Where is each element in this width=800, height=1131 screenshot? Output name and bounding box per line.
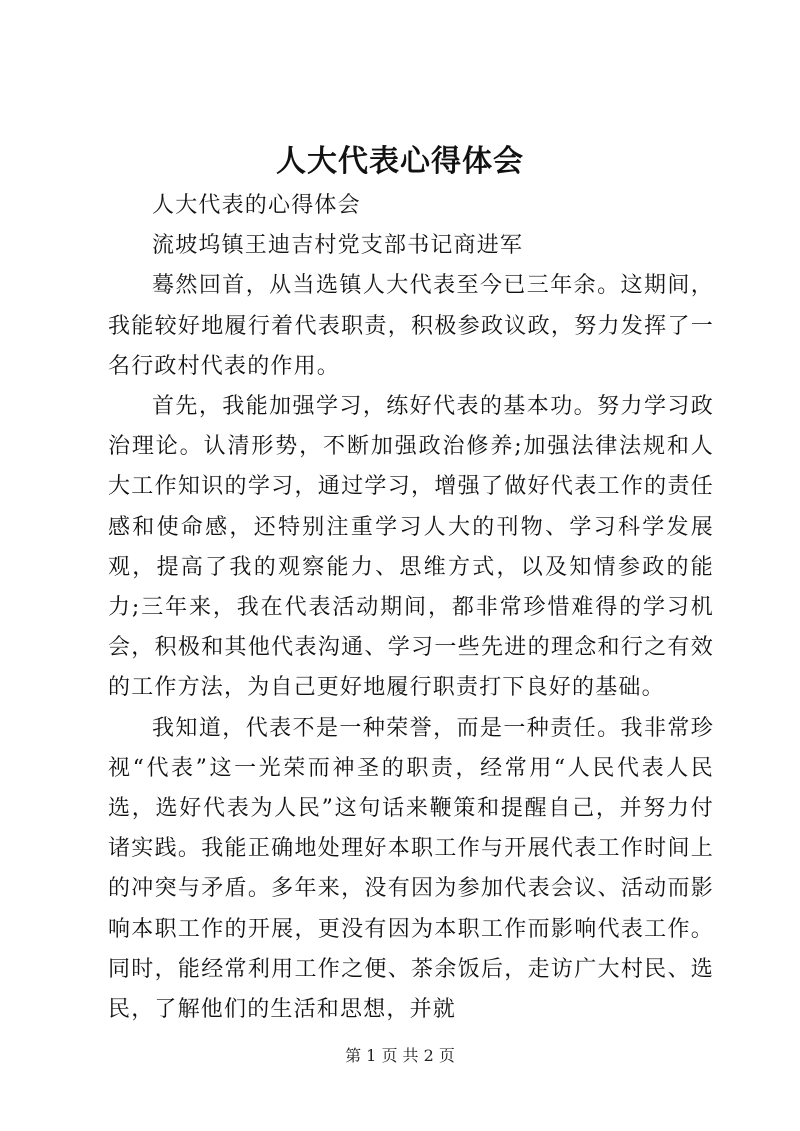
document-title: 人大代表心得体会 [276,144,524,179]
subtitle-paragraph: 人大代表的心得体会 [152,193,361,218]
body-paragraph: 首先，我能加强学习，练好代表的基本功。努力学习政治理论。认清形势，不断加强政治修养;加强法律法规和人大工作知识的学习，通过学习，增强了做好代表工作的责任感和使命感，还特别注重学习人大的刊物、学习科学发展观，提高了我的观察能力、思维方式，以及知情参政的能力;三年来，我在代表活动期间，都非常珍惜难得的学习机会，积极和其他代表沟通、学习一些先进的理念和行之有效的工作方法，为自己更好地履行职责打下良好的基础。 [108,394,714,701]
author-paragraph: 流坡坞镇王迪吉村党支部书记商进军 [152,233,524,259]
page-number-footer: 第 1 页 共 2 页 [345,1046,455,1065]
document-body [108,186,714,1030]
body-paragraph: 我知道，代表不是一种荣誉，而是一种责任。我非常珍视“代表”这一光荣而神圣的职责，经常用“人民代表人民选，选好代表为人民”这句话来鞭策和提醒自己，并努力付诸实践。我能正确地处理好本职工作与开展代表工作时间上的冲突与矛盾。多年来，没有因为参加代表会议、活动而影响本职工作的开展，更没有因为本职工作而影响代表工作。同时，能经常利用工作之便、茶余饭后，走访广大村民、选民，了解他们的生活和思想，并就 [108,715,714,1023]
body-paragraph: 蓦然回首，从当选镇人大代表至今已三年余。这期间，我能较好地履行着代表职责，积极参政议政，努力发挥了一名行政村代表的作用。 [108,273,714,379]
